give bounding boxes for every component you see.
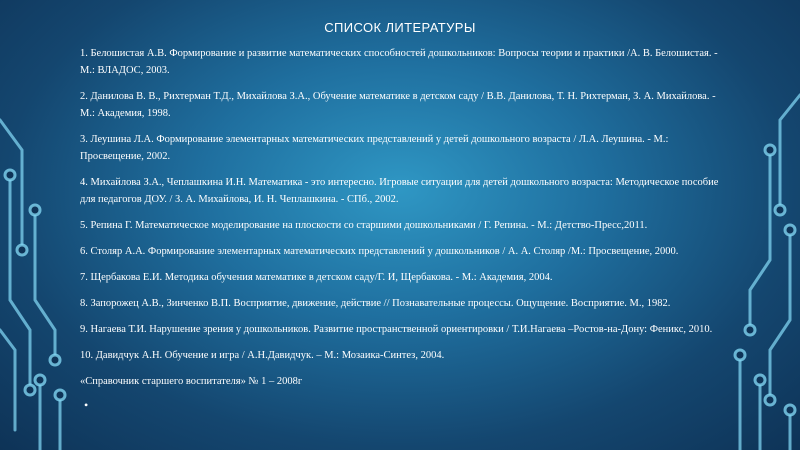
bullet-icon: • bbox=[84, 398, 89, 412]
circuit-node bbox=[765, 395, 775, 405]
circuit-node bbox=[745, 325, 755, 335]
reference-item: 9. Нагаева Т.И. Нарушение зрения у дошкольников. Развитие пространственной ориентировки / Т.И.Нагаева –Ростов-на-Дону: Феникс, 2010. bbox=[80, 324, 713, 335]
reference-item: 2. Данилова В. В., Рихтерман Т.Д., Михайлова З.А., Обучение математике в детском саду / В.В. Данилова, Т. Н. Рихтерман, З. А. Михайлова. - М.: Академия, 1998. bbox=[80, 91, 716, 119]
circuit-node bbox=[25, 385, 35, 395]
reference-item: 7. Щербакова Е.И. Методика обучения математике в детском саду/Г. И, Щербакова. - М.: Академия, 2004. bbox=[80, 272, 553, 283]
circuit-node bbox=[35, 375, 45, 385]
circuit-node bbox=[17, 245, 27, 255]
circuit-node bbox=[5, 170, 15, 180]
circuit-node bbox=[55, 390, 65, 400]
circuit-node bbox=[785, 405, 795, 415]
circuit-node bbox=[765, 145, 775, 155]
reference-item: 6. Столяр А.А. Формирование элементарных математических представлений у дошкольников / А. А. Столяр /М.: Просвещение, 2000. bbox=[80, 246, 679, 257]
reference-item: «Справочник старшего воспитателя» № 1 – 2008г bbox=[80, 376, 303, 387]
circuit-node bbox=[30, 205, 40, 215]
slide-content bbox=[70, 18, 730, 442]
reference-item: 5. Репина Г. Математическое моделирование на плоскости со старшими дошкольниками / Г. Репина. - М.: Детство-Пресс,2011. bbox=[80, 220, 648, 231]
reference-list bbox=[70, 45, 730, 390]
circuit-node bbox=[755, 375, 765, 385]
slide-title: СПИСОК ЛИТЕРАТУРЫ bbox=[324, 20, 476, 35]
reference-item: 1. Белошистая А.В. Формирование и развитие математических способностей дошкольников: Вопросы теории и практики /А. В. Белошистая. - М.: ВЛАДОС, 2003. bbox=[80, 48, 718, 76]
circuit-node bbox=[735, 350, 745, 360]
reference-item: 8. Запорожец А.В., Зинченко В.П. Восприятие, движение, действие // Познавательные процессы. Ощущение. Восприятие. М., 1982. bbox=[80, 298, 671, 309]
reference-item: 10. Давидчук А.Н. Обучение и игра / А.Н.Давидчук. – М.: Мозаика-Синтез, 2004. bbox=[80, 350, 445, 361]
reference-item: 3. Леушина Л.А. Формирование элементарных математических представлений у детей дошкольного возраста / Л.А. Леушина. - М.: Просвещение, 2002. bbox=[80, 134, 669, 162]
circuit-node bbox=[50, 355, 60, 365]
circuit-node bbox=[785, 225, 795, 235]
reference-item: 4. Михайлова З.А., Чеплашкина И.Н. Математика - это интересно. Игровые ситуации для детей дошкольного возраста: Методическое пособие для педагогов ДОУ. / З. А. Михайлова, И. Н. Чеплашкина. - СПб., 2002. bbox=[80, 177, 719, 205]
circuit-node bbox=[775, 205, 785, 215]
